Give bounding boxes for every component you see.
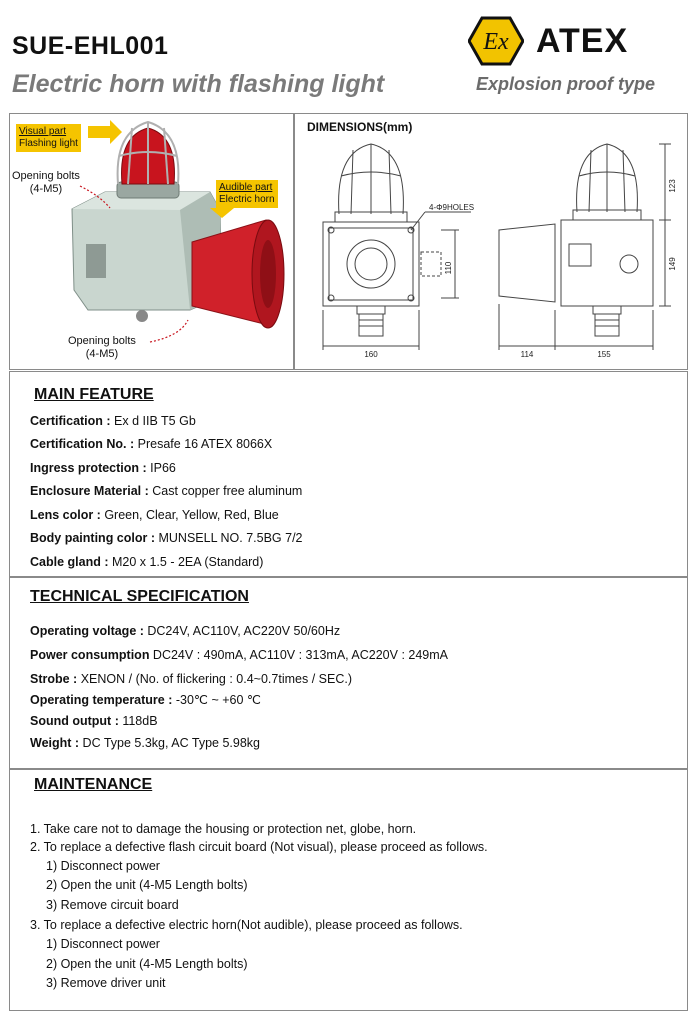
dimension-drawing (295, 114, 689, 371)
feature-label: Certification No. : (30, 437, 135, 451)
top-bolts-callout (12, 170, 80, 196)
spec-value: XENON / (No. of flickering : 0.4~0.7times / SEC.) (77, 672, 352, 686)
feature-value: Ex d IIB T5 Gb (110, 414, 196, 428)
spec-value: DC24V : 490mA, AC110V : 313mA, AC220V : 249mA (149, 648, 448, 662)
spec-label: Weight : (30, 736, 80, 750)
atex-mark: ATEX (536, 22, 629, 60)
feature-row (30, 414, 196, 428)
main-feature-heading: MAIN FEATURE (34, 386, 154, 403)
ex-hexagon-logo (468, 16, 524, 66)
audible-part-tag (216, 180, 278, 208)
bottom-bolts-label: Opening bolts (68, 335, 136, 347)
holes-note: 4-Φ9HOLES (429, 203, 475, 212)
dim-149: 149 (668, 257, 677, 271)
dim-110: 110 (444, 261, 453, 275)
product-illustration (10, 114, 295, 371)
feature-row (30, 508, 279, 522)
dim-114: 114 (520, 350, 534, 359)
spec-row (30, 714, 158, 728)
spec-value: -30℃ ~ +60 ℃ (172, 693, 261, 707)
spec-label: Power consumption (30, 648, 150, 662)
feature-row (30, 484, 302, 498)
maintenance-item: 1. Take care not to damage the housing or protection net, globe, horn. (30, 822, 417, 836)
spec-value: DC Type 5.3kg, AC Type 5.98kg (79, 736, 260, 750)
feature-value: M20 x 1.5 - 2EA (Standard) (108, 555, 264, 569)
feature-value: Cast copper free aluminum (148, 484, 303, 498)
product-image-panel (9, 113, 294, 370)
maintenance-subitem: 2) Open the unit (4-M5 Length bolts) (46, 957, 248, 971)
dim-160: 160 (364, 350, 378, 359)
feature-row (30, 461, 176, 475)
technical-spec-panel (9, 577, 688, 769)
visual-part-title: Visual part (19, 126, 67, 137)
feature-label: Body painting color : (30, 531, 155, 545)
feature-row (30, 555, 263, 569)
dimensions-title: DIMENSIONS(mm) (307, 120, 413, 134)
dim-155: 155 (597, 350, 611, 359)
explosion-proof-note: Explosion proof type (476, 74, 656, 94)
spec-label: Operating voltage : (30, 624, 144, 638)
spec-row (30, 692, 261, 707)
spec-value: DC24V, AC110V, AC220V 50/60Hz (143, 624, 341, 638)
audible-part-title: Audible part (219, 182, 273, 193)
feature-label: Ingress protection : (30, 461, 147, 475)
feature-value: Presafe 16 ATEX 8066X (134, 437, 273, 451)
maintenance-heading: MAINTENANCE (34, 776, 153, 793)
audible-part-desc: Electric horn (219, 194, 275, 205)
feature-label: Lens color : (30, 508, 101, 522)
maintenance-item: 3. To replace a defective electric horn(Not audible), please proceed as follows. (30, 918, 463, 932)
maintenance-subitem: 1) Disconnect power (46, 859, 160, 873)
maintenance-subitem: 3) Remove driver unit (46, 976, 166, 990)
top-bolts-spec: (4-M5) (29, 183, 63, 195)
feature-row (30, 531, 303, 545)
maintenance-item: 2. To replace a defective flash circuit board (Not visual), please proceed as follows. (30, 840, 488, 854)
spec-row (30, 736, 260, 750)
feature-label: Certification : (30, 414, 111, 428)
bottom-bolts-spec: (4-M5) (85, 348, 119, 360)
maintenance-subitem: 3) Remove circuit board (46, 898, 179, 912)
maintenance-subitem: 2) Open the unit (4-M5 Length bolts) (46, 878, 248, 892)
feature-value: Green, Clear, Yellow, Red, Blue (100, 508, 279, 522)
visual-part-desc: Flashing light (19, 138, 78, 149)
feature-label: Cable gland : (30, 555, 109, 569)
feature-row (30, 437, 272, 451)
spec-label: Operating temperature : (30, 693, 173, 707)
maintenance-panel (9, 769, 688, 1011)
ex-symbol-text: Ex (483, 29, 509, 55)
technical-spec-heading: TECHNICAL SPECIFICATION (30, 588, 249, 605)
maintenance-subitem: 1) Disconnect power (46, 937, 160, 951)
top-bolts-label: Opening bolts (12, 170, 80, 182)
feature-value: IP66 (146, 461, 176, 475)
spec-label: Strobe : (30, 672, 78, 686)
spec-label: Sound output : (30, 714, 119, 728)
dimensions-panel (294, 113, 688, 370)
spec-row (30, 624, 340, 638)
product-subtitle: Electric horn with flashing light (12, 70, 385, 98)
spec-row (30, 648, 448, 662)
spec-row (30, 672, 352, 686)
bottom-bolts-callout (68, 335, 136, 361)
visual-part-tag (16, 124, 81, 152)
dim-123: 123 (668, 179, 677, 193)
spec-value: 118dB (118, 714, 158, 728)
model-number: SUE-EHL001 (12, 32, 169, 60)
main-feature-panel (9, 371, 688, 577)
feature-label: Enclosure Material : (30, 484, 149, 498)
feature-value: MUNSELL NO. 7.5BG 7/2 (155, 531, 303, 545)
